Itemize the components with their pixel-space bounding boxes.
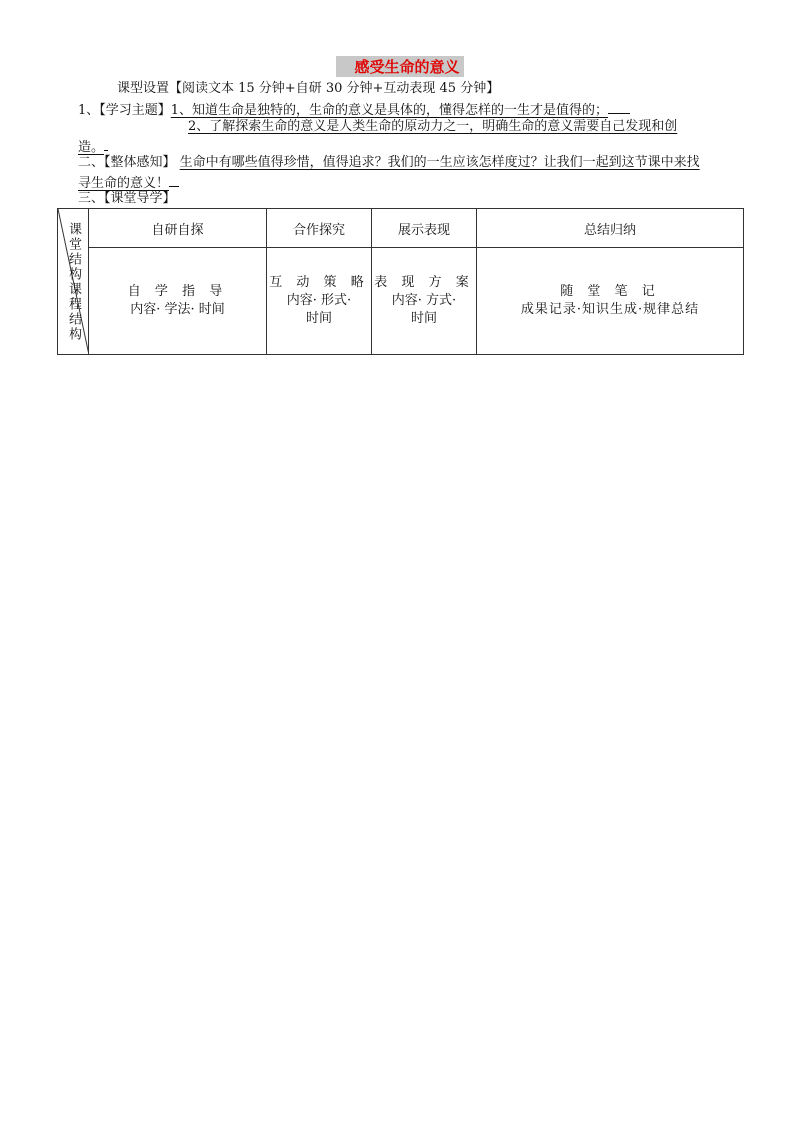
learning-topic-row: [78, 99, 630, 120]
learning-topic-item2-line2: 造。: [78, 140, 105, 155]
header-presentation: 展示表现: [372, 209, 477, 248]
header-self-study: 自研自探: [89, 209, 267, 248]
underline-fill: [169, 172, 179, 187]
underline-fill: [608, 99, 630, 114]
cell-presentation-line3: 时间: [410, 311, 437, 326]
cell-summary-line1: 随 堂 笔 记: [560, 284, 660, 299]
table-content-row: [58, 248, 744, 355]
document-title: 感受生命的意义: [336, 56, 463, 77]
side-label-cell: [58, 209, 89, 355]
table-header-row: [58, 209, 744, 248]
cell-summary-line2: 成果记录·知识生成·规律总结: [520, 302, 700, 317]
cell-presentation-line1: 表 现 方 案: [374, 275, 474, 290]
side-label: 课堂结构课程结构: [66, 221, 81, 342]
document-title-wrap: [0, 56, 800, 77]
course-setup: 课型设置【阅读文本 15 分钟+自研 30 分钟+互动表现 45 分钟】: [117, 81, 500, 96]
overall-perception-row: [78, 154, 700, 172]
class-guide-label: 三、【课堂导学】: [78, 191, 176, 206]
cell-summary: [477, 248, 744, 355]
cell-presentation: [372, 248, 477, 355]
cell-presentation-line2: 内容· 方式·: [391, 293, 457, 308]
class-structure-table: [57, 208, 744, 355]
cell-self-study-line2: 内容· 学法· 时间: [130, 302, 225, 317]
overall-perception-label: 二、【整体感知】: [78, 155, 176, 170]
header-cooperative-inquiry: 合作探究: [267, 209, 372, 248]
underline-fill: [104, 136, 108, 151]
learning-topic-item2-line1: 2、了解探索生命的意义是人类生命的原动力之一，明确生命的意义需要自己发现和创: [188, 119, 678, 134]
cell-cooperative-line3: 时间: [305, 311, 332, 326]
cell-cooperative-inquiry: [267, 248, 372, 355]
overall-perception-line1: 生命中有哪些值得珍惜，值得追求？我们的一生应该怎样度过？让我们一起到这节课中来找: [179, 155, 700, 170]
header-summary: 总结归纳: [477, 209, 744, 248]
learning-topic-label: 1、【学习主题】: [78, 103, 171, 118]
learning-topic-item1: 1、知道生命是独特的，生命的意义是具体的，懂得怎样的一生才是值得的；: [170, 103, 609, 118]
cell-self-study: [89, 248, 267, 355]
cell-self-study-line1: 自 学 指 导: [127, 284, 228, 299]
overall-perception-line2: 寻生命的意义！: [78, 176, 170, 191]
cell-cooperative-line1: 互 动 策 略: [269, 275, 369, 290]
cell-cooperative-line2: 内容· 形式·: [286, 293, 352, 308]
